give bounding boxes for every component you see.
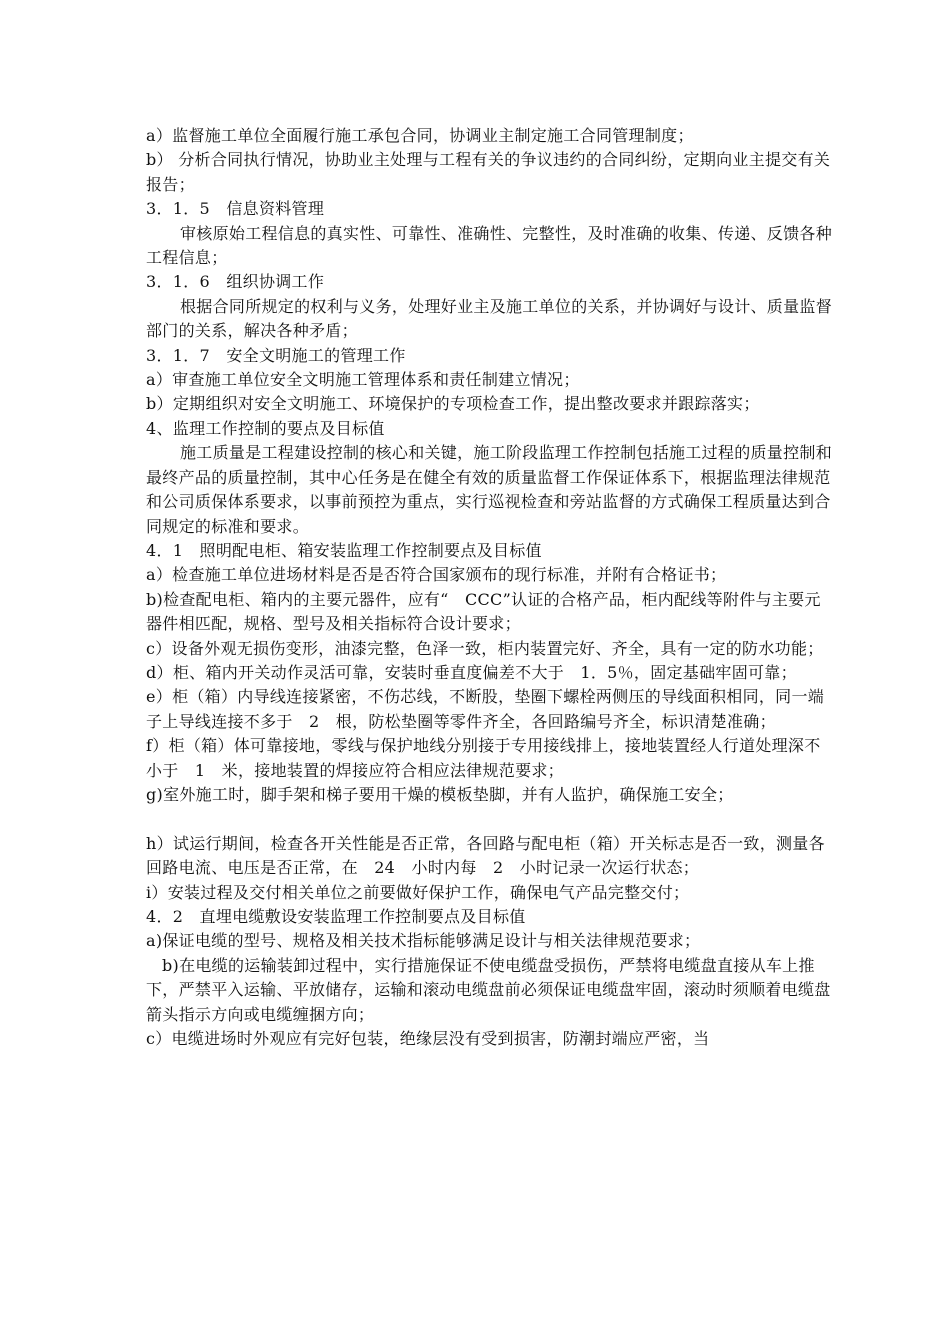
item-b-safety-inspection: b）定期组织对安全文明施工、环境保护的专项检查工作，提出整改要求并跟踪落实；	[146, 394, 760, 414]
section-4-1-heading: 4．1 照明配电柜、箱安装监理工作控制要点及目标值	[146, 540, 542, 560]
section-4-body: 施工质量是工程建设控制的核心和关键，施工阶段监理工作控制包括施工过程的质量控制和最终产品的质量控制，其中心任务是在健全有效的质量监督工作保证体系下，根据监理法律规范和公司质保体系要求，以事前预控为重点，实行巡视检查和旁站监督的方式确保工程质量达到合同规定的标准和要求。	[146, 443, 833, 536]
item-i-protection: i）安装过程及交付相关单位之前要做好保护工作，确保电气产品完整交付；	[146, 882, 690, 902]
section-3-1-5-body: 审核原始工程信息的真实性、可靠性、准确性、完整性，及时准确的收集、传递、反馈各种工程信息；	[146, 223, 833, 268]
item-b-cable-transport: b)在电缆的运输装卸过程中，实行措施保证不使电缆盘受损伤，严禁将电缆盘直接从车上推下，严禁平入运输、平放储存，运输和滚动电缆盘前必须保证电缆盘牢固，滚动时须顺着电缆盘箭头指示方向或电缆缠捆方向；	[146, 955, 831, 1024]
item-c-cable-inspection: c）电缆进场时外观应有完好包装，绝缘层没有受到损害，防潮封端应严密，当	[146, 1029, 710, 1049]
document-body	[146, 124, 836, 1051]
item-c-appearance: c）设备外观无损伤变形，油漆完整，色泽一致，柜内装置完好、齐全，具有一定的防水功能；	[146, 638, 824, 658]
item-a-contract: a）监督施工单位全面履行施工承包合同，协调业主制定施工合同管理制度；	[146, 126, 694, 145]
item-a-cable-spec: a)保证电缆的型号、规格及相关技术指标能够满足设计与相关法律规范要求；	[146, 931, 701, 951]
section-4-2-heading: 4．2 直埋电缆敷设安装监理工作控制要点及目标值	[146, 906, 526, 926]
section-3-1-7-heading: 3．1．7 安全文明施工的管理工作	[146, 345, 406, 365]
section-4-heading: 4、监理工作控制的要点及目标值	[146, 418, 385, 438]
section-3-1-5-heading: 3．1．5 信息资料管理	[146, 199, 325, 219]
item-b-contract-analysis: b） 分析合同执行情况，协助业主处理与工程有关的争议违约的合同纠纷，定期向业主提交有关报告；	[146, 150, 831, 194]
item-e-wiring: e）柜（箱）内导线连接紧密，不伤芯线，不断股，垫圈下螺栓两侧压的导线面积相同，同一端子上导线连接不多于 2 根，防松垫圈等零件齐全，各回路编号齐全，标识清楚准确；	[146, 687, 825, 731]
section-3-1-6-body: 根据合同所规定的权利与义务，处理好业主及施工单位的关系，并协调好与设计、质量监督部门的关系，解决各种矛盾；	[146, 296, 833, 341]
item-f-grounding: f）柜（箱）体可靠接地，零线与保护地线分别接于专用接线排上，接地装置经人行道处理深不小于 1 米，接地装置的焊接应符合相应法律规范要求；	[146, 736, 821, 780]
item-h-trial-run: h）试运行期间，检查各开关性能是否正常，各回路与配电柜（箱）开关标志是否一致，测量各回路电流、电压是否正常，在 24 小时内每 2 小时记录一次运行状态；	[146, 833, 825, 878]
blank-line	[146, 807, 836, 831]
item-b-components: b)检查配电柜、箱内的主要元器件，应有“ CCC”认证的合格产品，柜内配线等附件与主要元器件相匹配，规格、型号及相关指标符合设计要求；	[146, 589, 821, 634]
item-d-switches: d）柜、箱内开关动作灵活可靠，安装时垂直度偏差不大于 1．5％，固定基础牢固可靠；	[146, 662, 797, 682]
section-3-1-6-heading: 3．1．6 组织协调工作	[146, 272, 325, 292]
item-a-safety-review: a）审查施工单位安全文明施工管理体系和责任制建立情况；	[146, 370, 580, 390]
item-g-outdoor-safety: g)室外施工时，脚手架和梯子要用干燥的模板垫脚，并有人监护，确保施工安全；	[146, 784, 734, 804]
item-a-materials: a）检查施工单位进场材料是否是否符合国家颁布的现行标准，并附有合格证书；	[146, 565, 727, 585]
